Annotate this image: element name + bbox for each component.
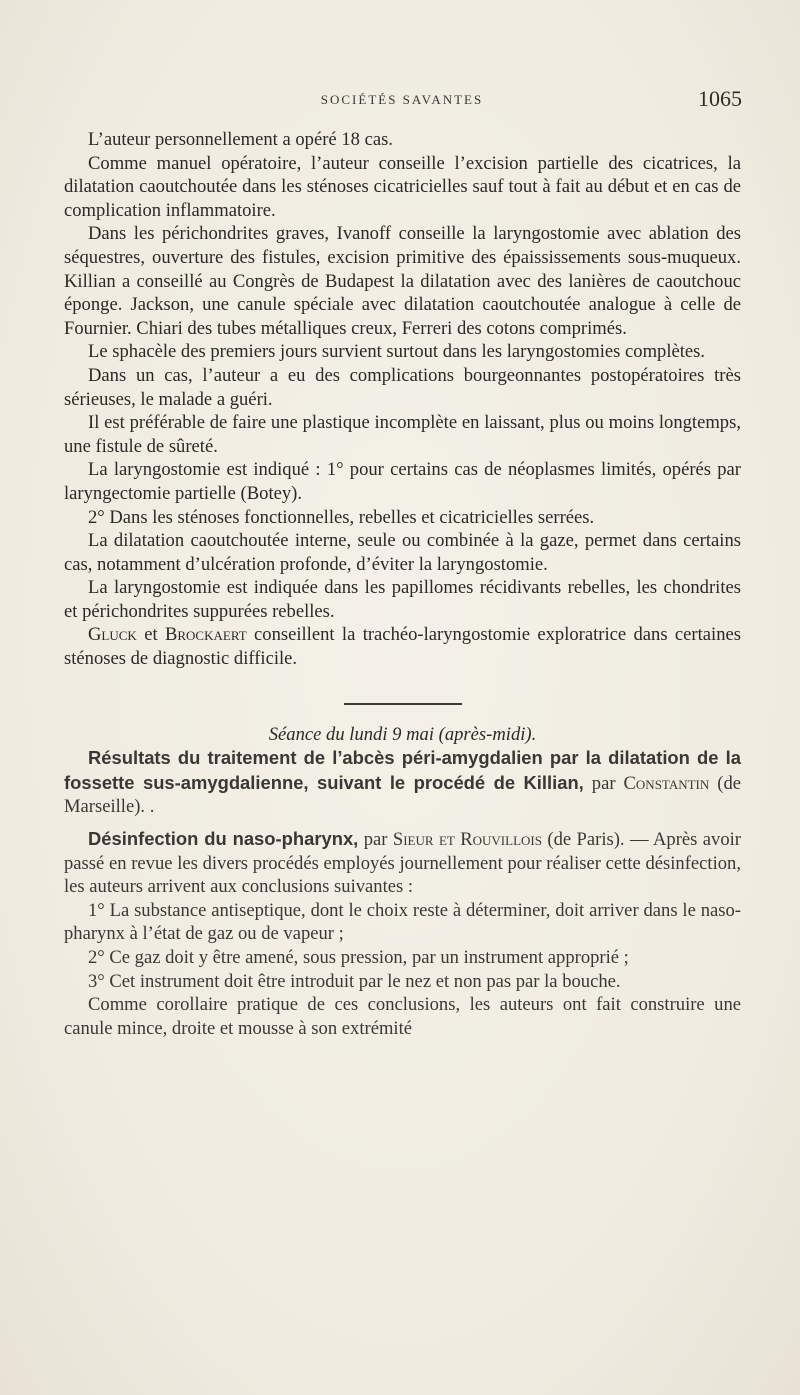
article-author: Sieur et Rouvillois xyxy=(392,829,542,851)
page-body xyxy=(64,128,741,1040)
article-by: par xyxy=(583,772,624,794)
article-title: Résultats du traitement de l’abcès péri-amygdalien par la dilatation de la fossette sus-amygdalienne, suivant le procédé de Killian, xyxy=(64,747,741,793)
gluck-paragraph xyxy=(64,623,741,670)
article-affiliation: (de Paris). xyxy=(541,829,625,851)
page-header xyxy=(62,86,742,116)
paragraph: Dans un cas, l’auteur a eu des complications bourgeonnantes postopératoires très sérieuses, le malade a guéri. xyxy=(64,364,741,410)
page-number: 1065 xyxy=(698,86,742,111)
author-name-gluck: Gluck xyxy=(88,624,137,646)
paragraph: Dans les périchondrites graves, Ivanoff conseille la laryngostomie avec ablation des séquestres, ouverture des fistules, excision primitive des épaississements sous-muqueux. Killian a conseillé au Congrès de Budapest la dilatation avec des lanières de caoutchouc éponge. Jackson, une canule spéciale avec dilatation caoutchoutée analogue à celle de Fournier. Chiari des tubes métalliques creux, Ferreri des cotons comprimés. xyxy=(64,223,741,339)
paragraph: La laryngostomie est indiquée dans les papillomes récidivants rebelles, les chondrites et périchondrites suppurées rebelles. xyxy=(64,577,741,622)
article-title: Désinfection du naso-pharynx, xyxy=(88,828,359,850)
paragraph: 2° Dans les sténoses fonctionnelles, rebelles et cicatricielles serrées. xyxy=(88,506,595,528)
article-intro: — Après avoir passé en revue les divers procédés employés journellement pour réaliser cette désinfection, les auteurs arrivent aux conclusions suivantes : xyxy=(64,829,741,898)
paragraph: La dilatation caoutchoutée interne, seule ou combinée à la gaze, permet dans certains cas, notamment d’ulcération profonde, d’éviter la laryngostomie. xyxy=(64,530,741,575)
paragraph: Comme manuel opératoire, l’auteur conseille l’excision partielle des cicatrices, la dilatation caoutchoutée dans les sténoses cicatricielles sauf tout à fait au début et en cas de complication inflammatoire. xyxy=(64,152,741,221)
author-name-brockaert: Brockaert xyxy=(164,624,247,646)
paragraph: La laryngostomie est indiqué : 1° pour certains cas de néoplasmes limités, opérés par laryngectomie partielle (Botey). xyxy=(64,459,741,504)
article-author: Constantin xyxy=(623,772,710,794)
paragraph: Le sphacèle des premiers jours survient surtout dans les laryngostomies complètes. xyxy=(88,341,706,363)
running-head: SOCIÉTÉS SAVANTES xyxy=(320,92,484,107)
paragraph: Il est préférable de faire une plastique incomplète en laissant, plus ou moins longtemps, une fistule de sûreté. xyxy=(64,412,741,457)
article-affiliation: (de Marseille). . xyxy=(64,772,741,818)
article-by: par xyxy=(358,829,393,851)
article-entry xyxy=(64,827,741,899)
paragraph: Comme corollaire pratique de ces conclusions, les auteurs ont fait construire une canule mince, droite et mousse à son extrémité xyxy=(64,994,741,1039)
paragraph: L’auteur personnellement a opéré 18 cas. xyxy=(88,129,393,150)
conjunction: et xyxy=(136,624,165,646)
section-divider xyxy=(344,703,462,705)
conclusion-item: 1° La substance antiseptique, dont le choix reste à déterminer, doit arriver dans le naso-pharynx à l’état de gaz ou de vapeur ; xyxy=(64,899,741,945)
session-heading: Séance du lundi 9 mai (après-midi). xyxy=(268,723,537,745)
article-entry xyxy=(64,746,741,819)
conclusion-item: 2° Ce gaz doit y être amené, sous pression, par un instrument approprié ; xyxy=(88,947,629,968)
conclusion-item: 3° Cet instrument doit être introduit par le nez et non pas par la bouche. xyxy=(88,970,621,992)
paragraph-text: conseillent la trachéo-laryngostomie exploratrice dans certaines sténoses de diagnostic difficile. xyxy=(64,624,741,670)
